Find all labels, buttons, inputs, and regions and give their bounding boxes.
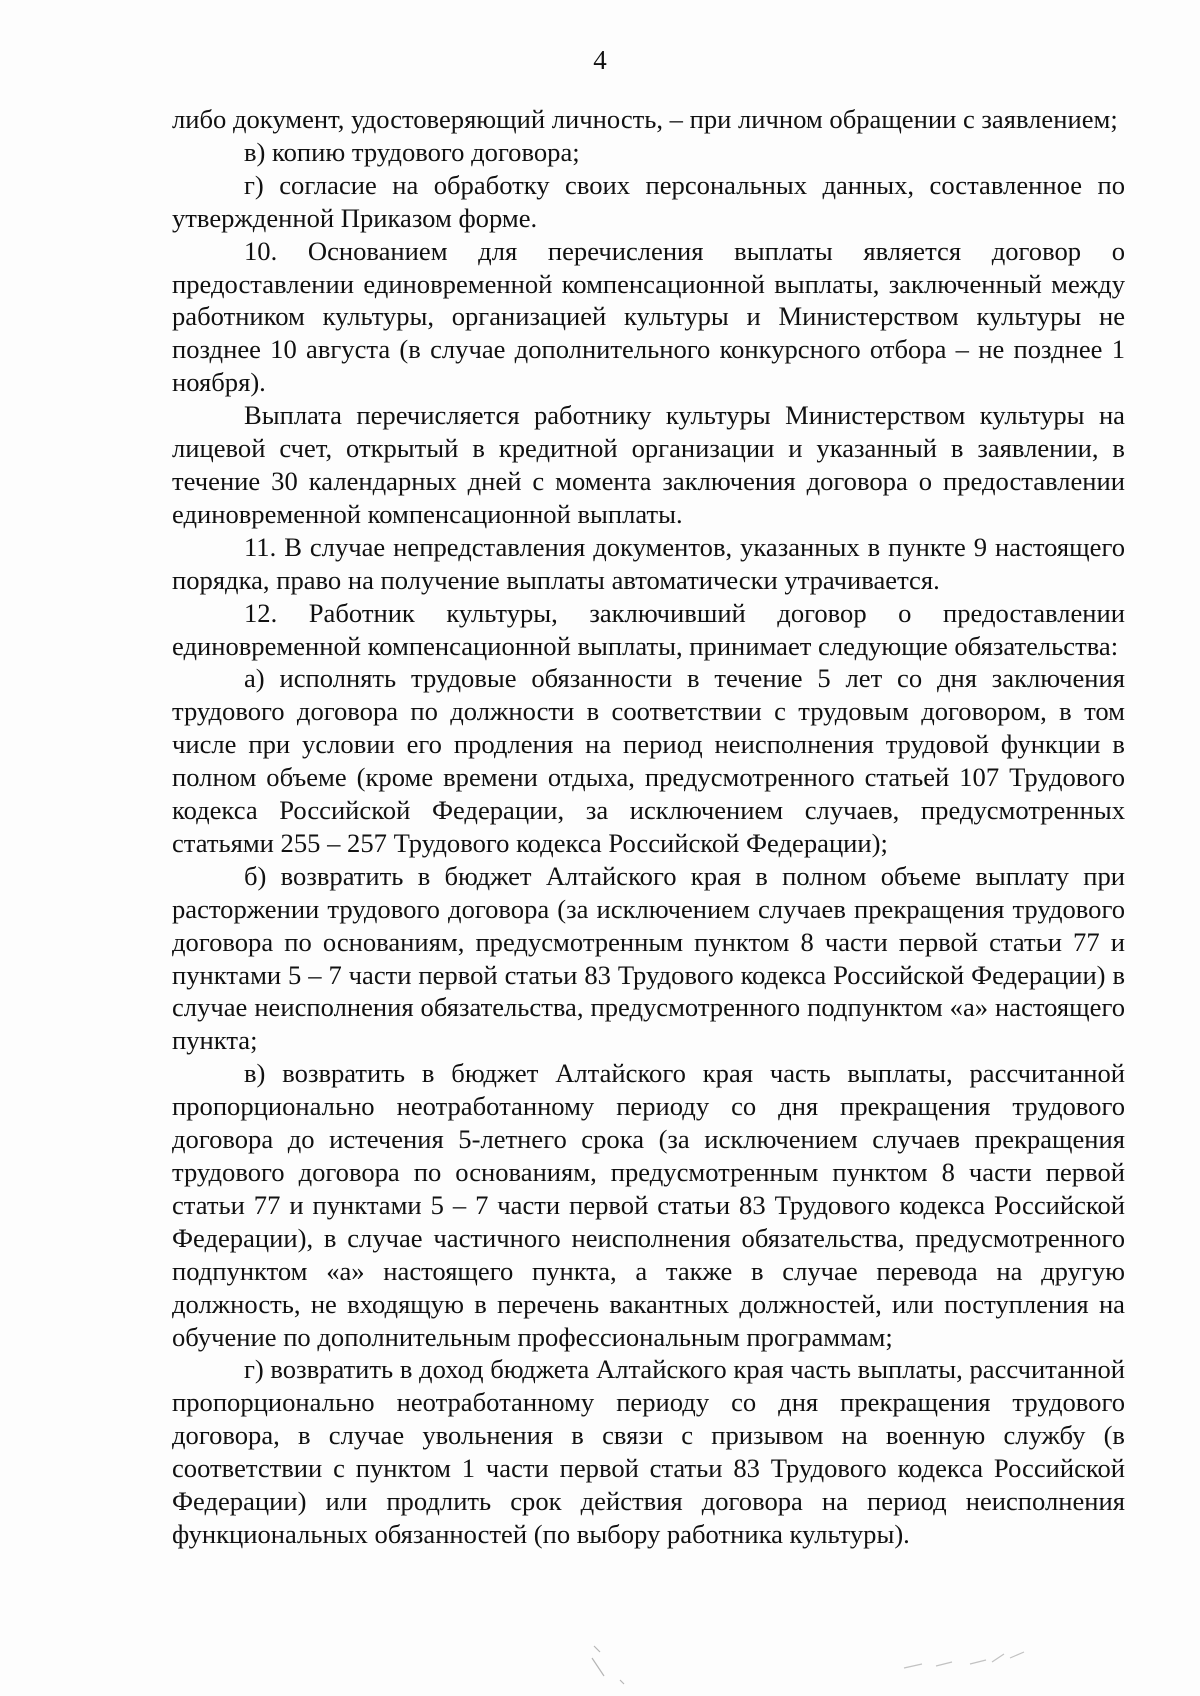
paragraph-12-b: б) возвратить в бюджет Алтайского края в полном объеме выплату при расторжении трудового договора (за исключением случаев прекращения трудового договора по основаниям, предусмотренным пунктом 8 части первой статьи 77 и пунктами 5 – 7 части первой статьи 83 Трудового кодекса Российской Федерации) в случае неисполнения обязательства, предусмотренного подпунктом «а» настоящего пункта; bbox=[172, 860, 1125, 1056]
paragraph-item-v: в) копию трудового договора; bbox=[244, 136, 580, 167]
paragraph-10: 10. Основанием для перечисления выплаты является договор о предоставлении единовременной компенсационной выплаты, заключенный между работником культуры, организацией культуры и Министерством культуры не позднее 10 августа (в случае дополнительного конкурсного отбора – не позднее 1 ноября). bbox=[172, 235, 1125, 398]
document-body bbox=[172, 103, 1125, 1551]
paragraph-12-a: а) исполнять трудовые обязанности в течение 5 лет со дня заключения трудового договора по должности в соответствии с трудовым договором, в том числе при условии его продления на период неисполнения трудовой функции в полном объеме (кроме времени отдыха, предусмотренного статьей 107 Трудового кодекса Российской Федерации, за исключением случаев, предусмотренных статьями 255 – 257 Трудового кодекса Российской Федерации); bbox=[172, 663, 1125, 858]
paragraph-payment: Выплата перечисляется работнику культуры Министерством культуры на лицевой счет, открытый в кредитной организации и указанный в заявлении, в течение 30 календарных дней с момента заключения договора о предоставлении единовременной компенсационной выплаты. bbox=[172, 400, 1125, 529]
page-number: 4 bbox=[593, 45, 607, 75]
paragraph-11: 11. В случае непредставления документов, указанных в пункте 9 настоящего порядка, право на получение выплаты автоматически утрачивается. bbox=[172, 531, 1125, 595]
paragraph-item-g: г) согласие на обработку своих персональных данных, составленное по утвержденной Приказом форме. bbox=[172, 169, 1125, 233]
paragraph-12: 12. Работник культуры, заключивший договор о предоставлении единовременной компенсационной выплаты, принимает следующие обязательства: bbox=[172, 597, 1125, 661]
scan-artifact-left bbox=[590, 1640, 670, 1690]
paragraph-12-g: г) возвратить в доход бюджета Алтайского края часть выплаты, рассчитанной пропорционально неотработанному периоду со дня прекращения трудового договора, в случае увольнения в связи с призывом на военную службу (в соответствии с пунктом 1 части первой статьи 83 Трудового кодекса Российской Федерации) или продлить срок действия договора на период неисполнения функциональных обязанностей (по выбору работника культуры). bbox=[172, 1354, 1125, 1549]
paragraph-12-v: в) возвратить в бюджет Алтайского края часть выплаты, рассчитанной пропорционально неотработанному периоду со дня прекращения трудового договора до истечения 5-летнего срока (за исключением случаев прекращения трудового договора по основаниям, предусмотренным пунктом 8 части первой статьи 77 и пунктами 5 – 7 части первой статьи 83 Трудового кодекса Российской Федерации), в случае частичного неисполнения обязательства, предусмотренного подпунктом «а» настоящего пункта, а также в случае перевода на другую должность, не входящую в перечень вакантных должностей, или поступления на обучение по дополнительным профессиональным программам; bbox=[172, 1058, 1125, 1352]
paragraph-continuation: либо документ, удостоверяющий личность, – при личном обращении с заявлением; bbox=[172, 104, 1118, 134]
scan-artifact-right bbox=[900, 1648, 1040, 1678]
